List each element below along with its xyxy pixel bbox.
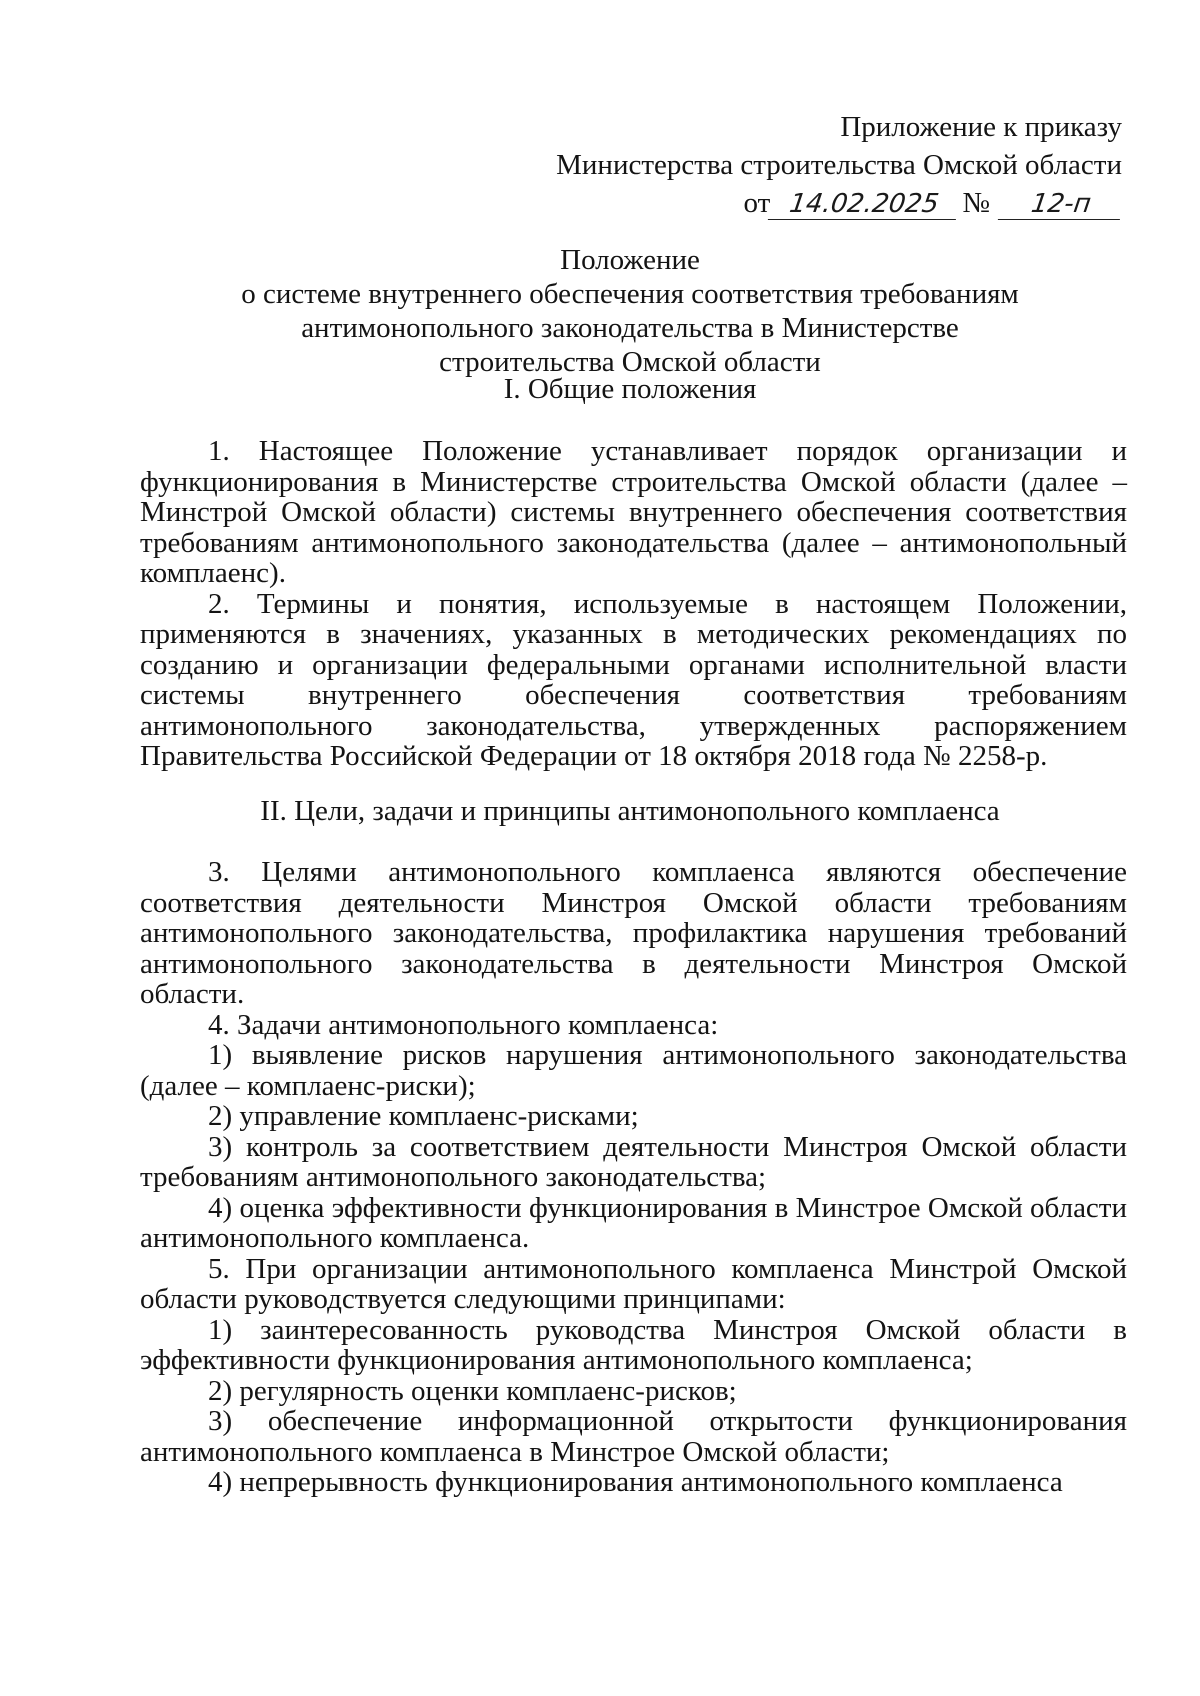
title-line-1: Положение <box>560 244 700 276</box>
paragraph: 2. Термины и понятия, используемые в настоящем Положении, применяются в значениях, указанных в методических рекомендациях по созданию и организации федеральными органами исполнительной власти системы внутреннего обеспечения соответствия требованиям антимонопольного законодательства, утвержденных распоряжением Правительства Российской Федерации от 18 октября 2018 года № 2258-р. <box>140 587 1127 772</box>
section-1-body <box>140 436 1127 772</box>
list-item: 1) заинтересованность руководства Минстроя Омской области в эффективности функционирования антимонопольного комплаенса; <box>140 1313 1127 1376</box>
order-appendix-header <box>482 108 1122 222</box>
title-line-3: антимонопольного законодательства в Министерстве <box>301 312 959 344</box>
title-line-2: о системе внутреннего обеспечения соответствия требованиям <box>241 278 1019 310</box>
section-1-heading: I. Общие положения <box>503 373 757 405</box>
ministry-label: Министерства строительства Омской области <box>556 149 1122 181</box>
document-title <box>140 243 1120 379</box>
appendix-label: Приложение к приказу <box>840 111 1122 143</box>
list-item: 2) регулярность оценки комплаенс-рисков; <box>208 1374 737 1407</box>
paragraph: 3. Целями антимонопольного комплаенса являются обеспечение соответствия деятельности Минстроя Омской области требованиям антимонопольного законодательства, профилактика нарушения требований антимонопольного законодательства в деятельности Минстроя Омской области. <box>140 856 1127 1010</box>
section-2-heading: II. Цели, задачи и принципы антимонопольного комплаенса <box>260 795 1000 827</box>
section-2-body <box>140 857 1127 1498</box>
list-item: 4) непрерывность функционирования антимонопольного комплаенса <box>208 1466 1063 1498</box>
date-prefix: от <box>743 187 771 219</box>
handwritten-date: 14.02.2025 <box>768 189 960 220</box>
title-line-4: строительства Омской области <box>439 346 821 378</box>
paragraph: 5. При организации антимонопольного комплаенса Минстрой Омской области руководствуется следующими принципами: <box>140 1252 1127 1315</box>
list-item: 1) выявление рисков нарушения антимонопольного законодательства (далее – комплаенс-риски); <box>140 1039 1127 1102</box>
handwritten-order-number: 12-п <box>998 189 1124 220</box>
paragraph: 4. Задачи антимонопольного комплаенса: <box>208 1008 719 1041</box>
number-label: № <box>962 187 990 219</box>
list-item: 2) управление комплаенс-рисками; <box>208 1100 639 1132</box>
order-date-number-line <box>482 184 1122 222</box>
list-item: 3) обеспечение информационной открытости функционирования антимонопольного комплаенса в Минстрое Омской области; <box>140 1405 1127 1468</box>
list-item: 4) оценка эффективности функционирования в Минстрое Омской области антимонопольного комплаенса. <box>140 1191 1127 1254</box>
paragraph: 1. Настоящее Положение устанавливает порядок организации и функционирования в Министерстве строительства Омской области (далее – Минстрой Омской области) системы внутреннего обеспечения соответствия требованиям антимонопольного законодательства (далее – антимонопольный комплаенс). <box>140 435 1127 589</box>
list-item: 3) контроль за соответствием деятельности Минстроя Омской области требованиям антимонопольного законодательства; <box>140 1130 1127 1193</box>
